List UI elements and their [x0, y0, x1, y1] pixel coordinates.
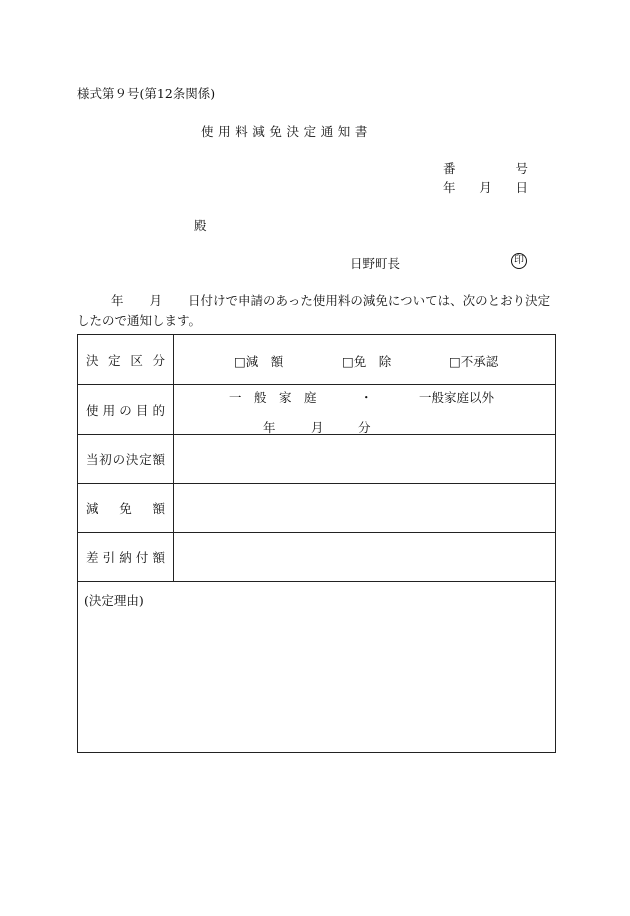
document-number-line	[443, 159, 528, 177]
label-char: 定	[108, 352, 121, 368]
purpose-row	[78, 385, 556, 435]
intro-paragraph	[77, 291, 557, 331]
initial-amount-label	[78, 450, 173, 468]
label-char: 区	[130, 352, 143, 368]
label-char: 引	[102, 550, 116, 565]
label-char: 分	[152, 352, 165, 368]
label-char: 額	[152, 501, 165, 516]
decision-options-cell	[174, 335, 556, 385]
label-char: の	[112, 452, 126, 467]
label-char: 決	[125, 452, 139, 467]
date-year: 年	[443, 180, 456, 195]
label-char: 納	[119, 550, 132, 565]
decision-label-cell	[78, 335, 174, 385]
option-reduction-checkbox[interactable]: □減 額	[234, 354, 284, 369]
date-day: 日	[515, 180, 528, 195]
balance-due-label-cell	[78, 533, 174, 582]
balance-due-value[interactable]	[174, 533, 556, 582]
purpose-value-cell	[174, 385, 556, 435]
reduction-amount-row	[78, 484, 556, 533]
label-char: 免	[119, 501, 132, 516]
document-title: 使用料減免決定通知書	[201, 124, 373, 139]
label-char: 当	[86, 452, 99, 467]
label-char: 減	[86, 501, 99, 516]
label-char: 決	[86, 352, 99, 368]
date-month: 月	[479, 180, 492, 195]
initial-amount-row	[78, 435, 556, 484]
decision-row	[78, 335, 556, 385]
seal-mark: 印	[511, 253, 527, 269]
number-label: 番	[443, 161, 456, 176]
label-char: 付	[135, 550, 149, 565]
reason-row	[78, 582, 556, 753]
label-char: 目	[135, 402, 149, 418]
intro-year: 年	[111, 293, 124, 308]
label-char: 的	[152, 402, 165, 418]
number-suffix: 号	[515, 161, 528, 176]
balance-due-label	[78, 548, 173, 566]
reason-cell[interactable]	[78, 582, 556, 753]
initial-amount-label-cell	[78, 435, 174, 484]
issue-date-line	[443, 178, 528, 196]
initial-amount-value[interactable]	[174, 435, 556, 484]
option-rejection-checkbox[interactable]: □不承認	[449, 354, 499, 369]
purpose-month: 月	[311, 420, 324, 435]
label-char: 用	[102, 402, 116, 418]
intro-month: 月	[149, 293, 163, 308]
reason-label: (決定理由)	[84, 593, 144, 608]
label-char: 額	[152, 550, 165, 565]
option-exemption-checkbox[interactable]: □免 除	[342, 354, 392, 369]
purpose-household: 一 般 家 庭	[229, 390, 317, 405]
issuer-name: 日野町長	[350, 256, 401, 271]
purpose-period: 分	[358, 420, 371, 435]
decision-label	[78, 351, 173, 369]
purpose-non-household: 一般家庭以外	[419, 390, 495, 405]
purpose-separator: ・	[360, 390, 373, 405]
label-char: 差	[86, 550, 99, 565]
reduction-amount-label	[78, 499, 173, 517]
intro-text: 日付けで申請のあった使用料の減免については、次のとおり決定したので通知します。	[77, 293, 551, 328]
label-char: の	[119, 402, 132, 418]
reduction-amount-value[interactable]	[174, 484, 556, 533]
decision-table	[77, 334, 556, 753]
label-char: 額	[152, 452, 165, 467]
form-number: 様式第９号(第12条関係)	[77, 86, 216, 101]
label-char: 使	[86, 402, 99, 418]
label-char: 定	[139, 452, 152, 467]
purpose-label	[78, 401, 173, 419]
purpose-label-cell	[78, 385, 174, 435]
balance-due-row	[78, 533, 556, 582]
label-char: 初	[99, 452, 112, 467]
purpose-year: 年	[263, 420, 276, 435]
reduction-amount-label-cell	[78, 484, 174, 533]
addressee-suffix: 殿	[194, 218, 207, 233]
